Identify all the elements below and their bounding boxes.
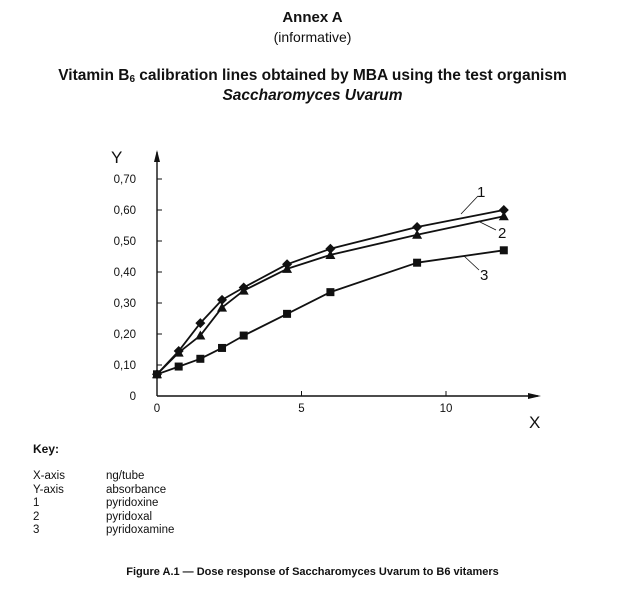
- square-marker-icon: [283, 310, 291, 318]
- annex-heading: Annex A: [282, 9, 343, 26]
- square-marker-icon: [153, 370, 161, 378]
- figure-caption: Figure A.1 — Dose response of Saccharomyces Uvarum to B6 vitamers: [126, 566, 499, 578]
- callout-label-3: 3: [480, 267, 489, 284]
- series-line: [157, 250, 504, 374]
- annex-subheading: (informative): [273, 29, 352, 45]
- y-tick-label: 0,60: [113, 205, 136, 217]
- callout-leader-1: [461, 196, 478, 214]
- key-row: [33, 470, 144, 483]
- square-marker-icon: [326, 288, 334, 296]
- callout-label-1: 1: [477, 184, 486, 201]
- key-title: Key:: [33, 442, 60, 456]
- triangle-marker-icon: [499, 211, 509, 220]
- series-layer: [152, 205, 509, 379]
- key-row: [33, 497, 158, 510]
- square-marker-icon: [240, 332, 248, 340]
- chart-title-line2: Saccharomyces Uvarum: [222, 87, 403, 104]
- title-subscript: 6: [129, 74, 135, 85]
- x-axis-label: X: [529, 413, 541, 432]
- square-marker-icon: [413, 259, 421, 267]
- callout-leader-3: [464, 256, 479, 270]
- key-term: Y-axis: [33, 483, 64, 496]
- y-axis-label: Y: [111, 148, 123, 167]
- y-tick-label: 0,50: [113, 236, 136, 248]
- x-tick-label: 10: [439, 403, 453, 415]
- key-row: [33, 511, 152, 524]
- square-marker-icon: [175, 363, 183, 371]
- key-row: [33, 484, 166, 497]
- key-description: pyridoxal: [106, 510, 153, 523]
- series-callouts: [461, 184, 506, 284]
- title-suffix: calibration lines obtained by MBA using the test organism: [135, 67, 567, 84]
- x-tick-label: 0: [153, 403, 161, 415]
- key-term: 2: [33, 510, 40, 523]
- y-tick-label: 0,20: [113, 329, 136, 341]
- y-tick-label: 0,40: [113, 267, 136, 279]
- key-description: pyridoxine: [106, 497, 159, 509]
- series-3: [153, 246, 508, 378]
- title-prefix: Vitamin B: [58, 67, 130, 84]
- square-marker-icon: [218, 344, 226, 352]
- y-axis-arrow-icon: [154, 150, 160, 162]
- y-tick-label: 0,10: [113, 360, 136, 372]
- square-marker-icon: [500, 246, 508, 254]
- key-term: 3: [33, 524, 40, 536]
- key-description: pyridoxamine: [106, 524, 175, 536]
- key-description: ng/tube: [106, 470, 145, 482]
- square-marker-icon: [196, 355, 204, 363]
- key-description: absorbance: [106, 483, 167, 496]
- key-row: [33, 524, 174, 537]
- y-tick-label: 0,70: [113, 174, 136, 186]
- y-tick-label: 0,30: [113, 298, 136, 310]
- key-term: 1: [33, 497, 40, 509]
- key-term: X-axis: [33, 470, 65, 482]
- x-axis-arrow-icon: [528, 393, 541, 399]
- x-tick-label: 5: [298, 403, 305, 415]
- callout-leader-2: [480, 222, 496, 230]
- callout-label-2: 2: [498, 225, 507, 242]
- y-tick-label: 0: [129, 391, 136, 403]
